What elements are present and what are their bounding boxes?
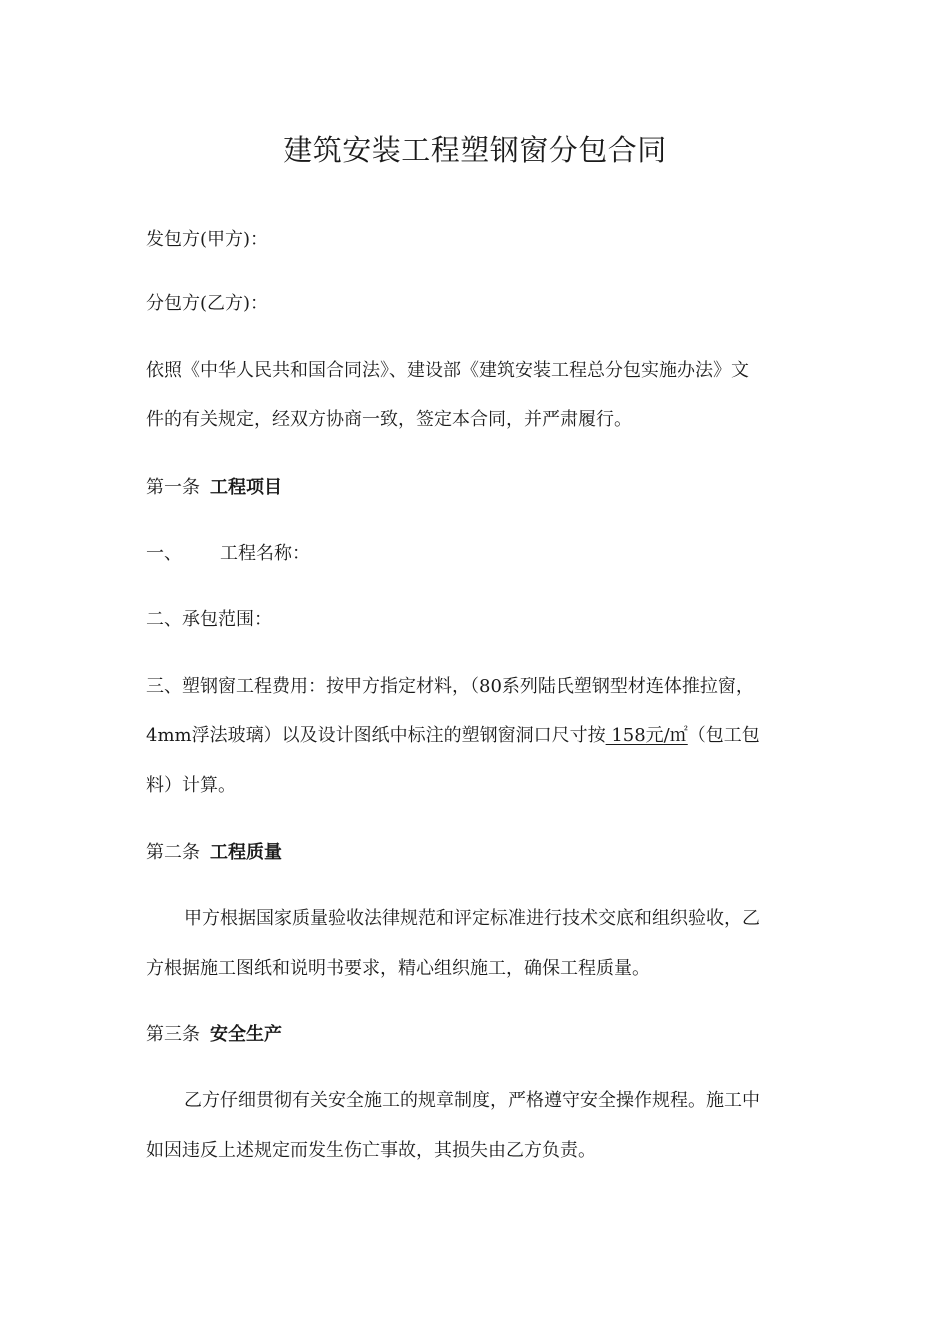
- article-2-text-1: 甲方根据国家质量验收法律规范和评定标准进行技术交底和组织验收，乙: [184, 908, 760, 929]
- article-2-line-1: [146, 905, 806, 933]
- preamble-line-2: 件的有关规定，经双方协商一致，签定本合同，并严肃履行。: [146, 409, 632, 430]
- article-1-title: 工程项目: [210, 477, 282, 498]
- item-1-text: 工程名称：: [220, 543, 310, 564]
- item-3-text-pre: 4mm浮法玻璃）以及设计图纸中标注的塑钢窗洞口尺寸按: [146, 725, 606, 746]
- party-b-label: 分包方(乙方)：: [146, 293, 269, 314]
- document-title: 建筑安装工程塑钢窗分包合同: [283, 133, 667, 167]
- article-3-title: 安全生产: [210, 1024, 282, 1045]
- article-3-line-1: [146, 1087, 806, 1115]
- party-a-label: 发包方(甲方)：: [146, 229, 269, 250]
- item-3-text-post: （包工包: [687, 725, 760, 746]
- article-1-item-1: [146, 540, 806, 568]
- article-3-prefix: 第三条: [146, 1024, 200, 1045]
- article-2-heading: [146, 839, 806, 867]
- article-3-text-1: 乙方仔细贯彻有关安全施工的规章制度，严格遵守安全操作规程。施工中: [184, 1090, 760, 1111]
- article-1-prefix: 第一条: [146, 477, 200, 498]
- article-1-item-3-line-2: [146, 722, 806, 750]
- article-2-prefix: 第二条: [146, 842, 200, 863]
- article-3-heading: [146, 1021, 806, 1049]
- article-1-item-2: 二、承包范围：: [146, 609, 272, 630]
- article-1-item-3-line-3: 料）计算。: [146, 775, 236, 796]
- item-3-price: 158元/㎡: [605, 725, 688, 746]
- article-1-heading: [146, 474, 806, 502]
- item-1-number: 一、: [146, 543, 182, 564]
- article-1-item-3-line-1: 三、塑钢窗工程费用：按甲方指定材料，（80系列陆氏塑钢型材连体推拉窗，: [146, 676, 754, 697]
- article-3-line-2: 如因违反上述规定而发生伤亡事故，其损失由乙方负责。: [146, 1140, 596, 1161]
- article-2-title: 工程质量: [210, 842, 282, 863]
- preamble-line-1: 依照《中华人民共和国合同法》、建设部《建筑安装工程总分包实施办法》文: [146, 360, 749, 381]
- article-2-line-2: 方根据施工图纸和说明书要求，精心组织施工，确保工程质量。: [146, 958, 650, 979]
